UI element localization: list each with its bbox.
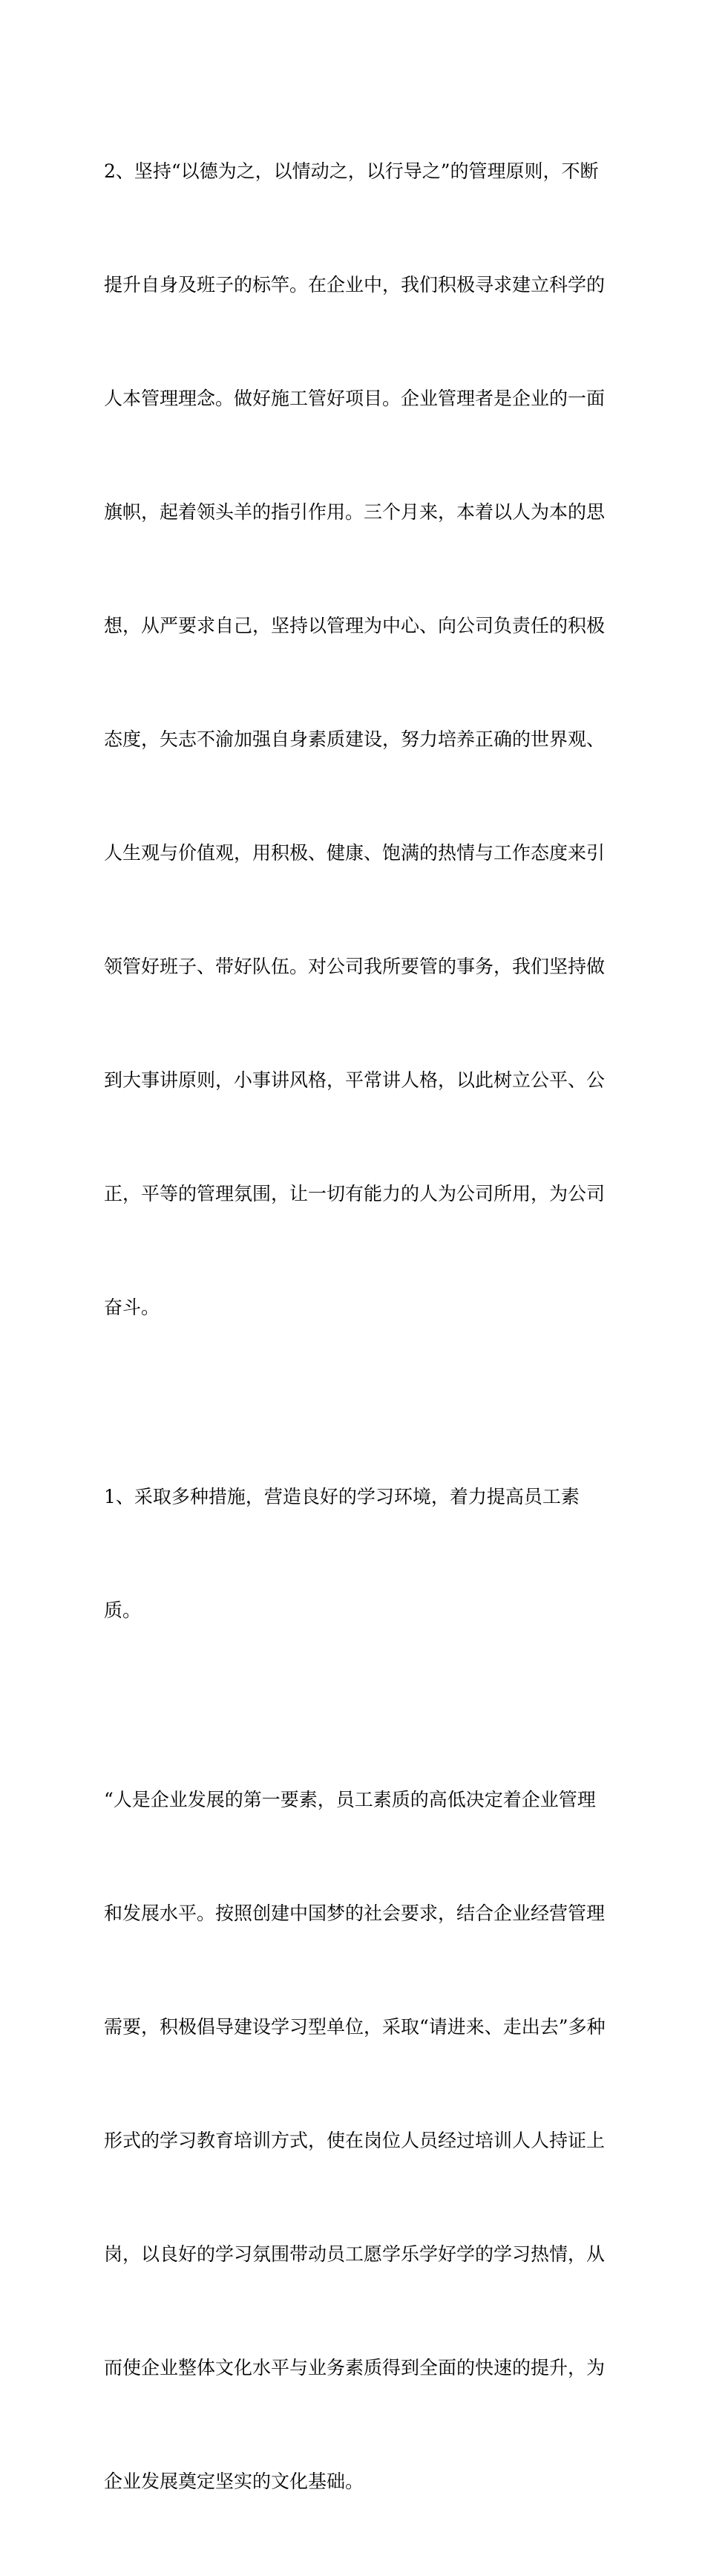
text-line: 1、采取多种措施，营造良好的学习环境，着力提高员工素 (104, 1486, 580, 1507)
text-line: 奋斗。 (104, 1297, 160, 1318)
text-line: 提升自身及班子的标竿。在企业中，我们积极寻求建立科学的 (104, 274, 606, 296)
text-line: 而使企业整体文化水平与业务素质得到全面的快速的提升，为 (104, 2357, 606, 2378)
text-line: 正，平等的管理氛围，让一切有能力的人为公司所用，为公司 (104, 1183, 606, 1204)
text-line: 2、坚持“以德为之，以情动之，以行导之”的管理原则，不断 (104, 160, 599, 182)
text-line: 到大事讲原则，小事讲风格，平常讲人格，以此树立公平、公 (104, 1069, 606, 1091)
document-body (104, 76, 616, 2576)
text-line: 和发展水平。按照创建中国梦的社会要求，结合企业经营管理 (104, 1902, 606, 1924)
text-line: 岗，以良好的学习氛围带动员工愿学乐学好学的学习热情，从 (104, 2243, 606, 2265)
paragraph-employee-quality (104, 1705, 616, 2576)
text-line: 形式的学习教育培训方式，使在岗位人员经过培训人人持证上 (104, 2130, 606, 2151)
text-line: 旗帜，起着领头羊的指引作用。三个月来，本着以人为本的思 (104, 501, 606, 523)
text-line: 人生观与价值观，用积极、健康、饱满的热情与工作态度来引 (104, 842, 606, 864)
text-line: 需要，积极倡导建设学习型单位，采取“请进来、走出去”多种 (104, 2016, 606, 2038)
text-line: 企业发展奠定坚实的文化基础。 (104, 2471, 364, 2492)
text-line: 想，从严要求自己，坚持以管理为中心、向公司负责任的积极 (104, 615, 606, 636)
text-line: 人本管理理念。做好施工管好项目。企业管理者是企业的一面 (104, 388, 606, 409)
text-line: 领管好班子、带好队伍。对公司我所要管的事务，我们坚持做 (104, 956, 606, 977)
text-line: 质。 (104, 1600, 142, 1621)
text-line: 态度，矢志不渝加强自身素质建设，努力培养正确的世界观、 (104, 728, 606, 750)
paragraph-learning-heading (104, 1402, 616, 1705)
paragraph-management-principles (104, 76, 616, 1402)
text-line: “人是企业发展的第一要素，员工素质的高低决定着企业管理 (104, 1789, 596, 1810)
